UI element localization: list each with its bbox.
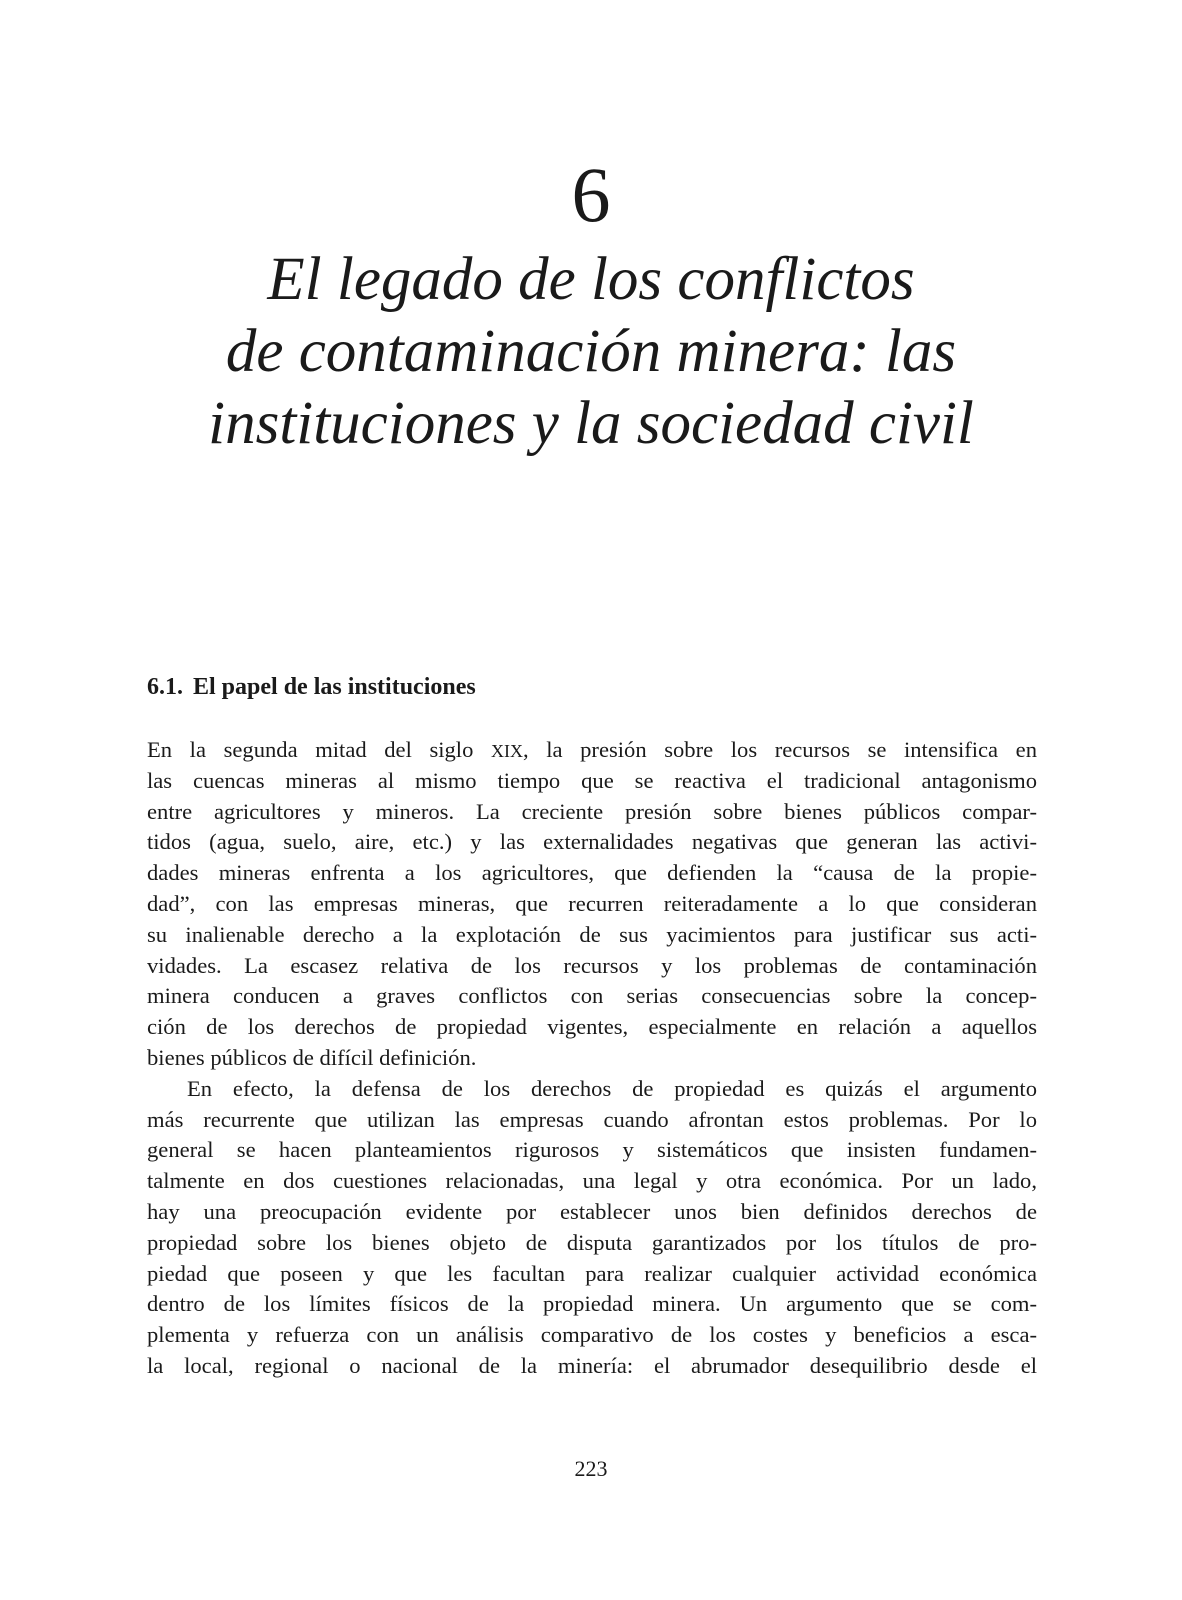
page-number: 223 bbox=[574, 1456, 608, 1481]
text-line: ción de los derechos de propiedad vigentes, especialmente en relación a aquellos bbox=[147, 1014, 1037, 1040]
text-line: minera conducen a graves conflictos con serias consecuencias sobre la concep- bbox=[147, 983, 1037, 1009]
text-line: su inalienable derecho a la explotación de sus yacimientos para justificar sus acti- bbox=[147, 921, 1037, 947]
text-line: tidos (agua, suelo, aire, etc.) y las externalidades negativas que generan las activi- bbox=[147, 829, 1037, 855]
chapter-title-line: de contaminación minera: las bbox=[225, 318, 957, 385]
section-title: El papel de las instituciones bbox=[193, 674, 476, 700]
paragraph bbox=[147, 735, 1037, 1074]
chapter-title-line: El legado de los conflictos bbox=[267, 246, 915, 313]
text-line: dad”, con las empresas mineras, que recurren reiteradamente a lo que consideran bbox=[147, 890, 1037, 916]
text-fragment: , la presión sobre los recursos se intensifica en bbox=[522, 737, 1038, 762]
text-line: más recurrente que utilizan las empresas cuando afrontan estos problemas. Por lo bbox=[147, 1106, 1037, 1132]
section-heading bbox=[147, 672, 476, 702]
chapter-title-line: instituciones y la sociedad civil bbox=[208, 390, 974, 457]
section-number: 6.1. bbox=[147, 674, 183, 700]
text-line: talmente en dos cuestiones relacionadas, una legal y otra económica. Por un lado, bbox=[147, 1168, 1037, 1194]
text-line: vidades. La escasez relativa de los recursos y los problemas de contaminación bbox=[147, 952, 1037, 978]
text-line: entre agricultores y mineros. La creciente presión sobre bienes públicos compar- bbox=[147, 798, 1037, 824]
text-fragment: En la segunda mitad del siglo bbox=[147, 737, 491, 762]
text-line: bienes públicos de difícil definición. bbox=[147, 1044, 477, 1070]
paragraph bbox=[147, 1074, 1037, 1382]
text-line: propiedad sobre los bienes objeto de disputa garantizados por los títulos de pro- bbox=[147, 1229, 1037, 1255]
chapter-number: 6 bbox=[571, 151, 611, 238]
century-numeral: XIX bbox=[490, 741, 523, 761]
text-line: piedad que poseen y que les facultan para realizar cualquier actividad económica bbox=[147, 1260, 1037, 1286]
text-line: dentro de los límites físicos de la propiedad minera. Un argumento que se com- bbox=[147, 1291, 1037, 1317]
text-line: general se hacen planteamientos rigurosos y sistemáticos que insisten fundamen- bbox=[147, 1137, 1037, 1163]
body-text bbox=[147, 735, 1037, 1382]
chapter-title bbox=[0, 244, 1182, 460]
text-line: En efecto, la defensa de los derechos de propiedad es quizás el argumento bbox=[187, 1075, 1037, 1101]
text-line: hay una preocupación evidente por establecer unos bien definidos derechos de bbox=[147, 1198, 1037, 1224]
text-line: la local, regional o nacional de la minería: el abrumador desequilibrio desde el bbox=[147, 1352, 1037, 1378]
text-line: plementa y refuerza con un análisis comparativo de los costes y beneficios a esca- bbox=[147, 1322, 1037, 1348]
text-line: dades mineras enfrenta a los agricultores, que defienden la “causa de la propie- bbox=[147, 860, 1037, 886]
text-line bbox=[147, 735, 1037, 766]
text-line: las cuencas mineras al mismo tiempo que se reactiva el tradicional antagonismo bbox=[147, 767, 1037, 793]
